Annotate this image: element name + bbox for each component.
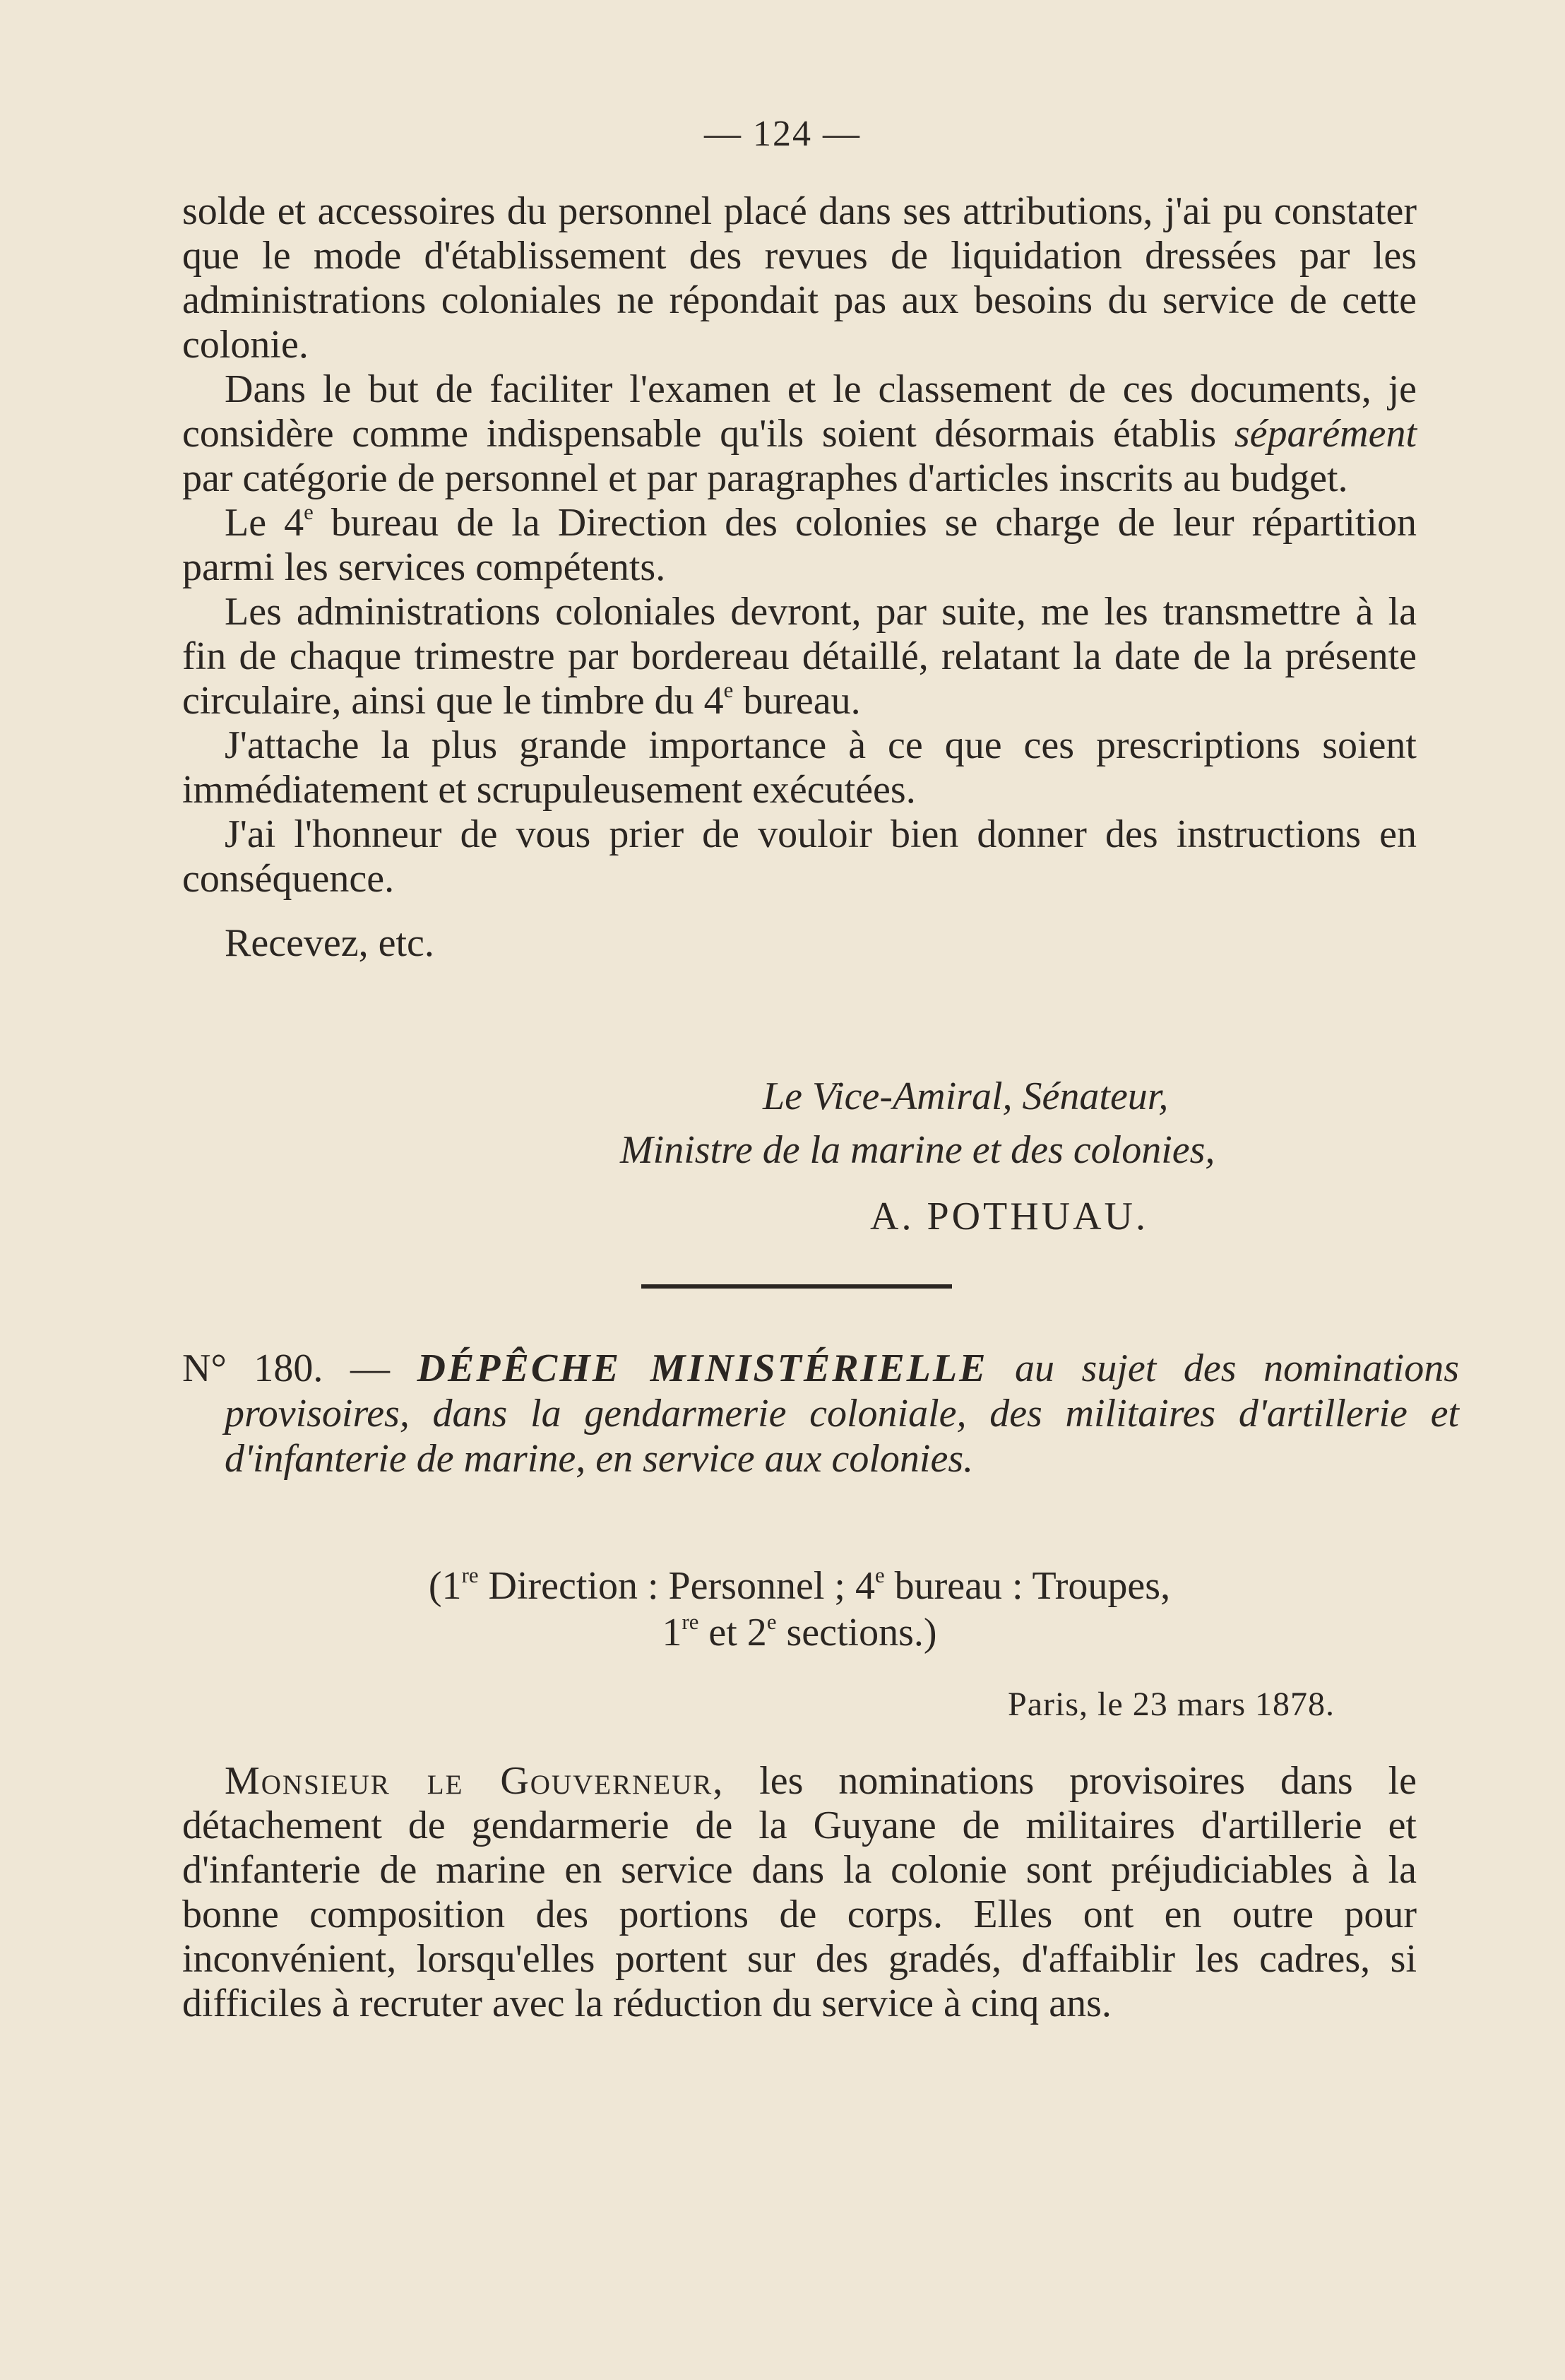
direction-c: bureau : Troupes, <box>884 1564 1171 1608</box>
signature-title: Le Vice-Amiral, Sénateur, <box>763 1074 1169 1118</box>
salutation: Monsieur le Gouverneur, <box>225 1759 725 1803</box>
letter-paragraph <box>182 1759 1417 2026</box>
page-number: — 124 — <box>704 114 861 154</box>
letter-body <box>182 1759 1417 2026</box>
paragraph-4-superscript: e <box>723 677 734 702</box>
paragraph-4 <box>182 590 1417 723</box>
direction-b-sup: e <box>874 1563 885 1587</box>
direction-reference <box>182 1563 1417 1656</box>
paragraph-2 <box>182 367 1417 501</box>
section-divider <box>641 1284 952 1289</box>
letter-date: Paris, le 23 mars 1878. <box>1008 1686 1335 1723</box>
direction-d: 1 <box>662 1611 682 1654</box>
paragraph-4-text-a: Les administrations coloniales devront, par suite, me les transmettre à la fin de chaque trimestre par bordereau détaillé, relatant la date de la présente circulaire, ainsi que le timbre du 4 <box>182 590 1417 723</box>
direction-d-sup: re <box>682 1609 699 1634</box>
paragraph-2-emphasis: séparément <box>1234 412 1417 456</box>
direction-line-1 <box>182 1563 1417 1609</box>
paragraph-3-text-a: Le 4 <box>225 501 304 545</box>
signature-office: Ministre de la marine et des colonies, <box>620 1128 1215 1172</box>
paragraph-7: Recevez, etc. <box>225 921 434 965</box>
direction-e-sup: e <box>766 1609 777 1634</box>
document-heading <box>182 1346 1459 1481</box>
paragraph-2-text-c: par catégorie de personnel et par paragraphes d'articles inscrits au budget. <box>182 456 1348 500</box>
paragraph-1: solde et accessoires du personnel placé dans ses attributions, j'ai pu constater que le mode d'établissement des revues de liquidation dressées par les administrations coloniales ne répondait pas aux besoins du service de cette colonie. <box>182 189 1417 367</box>
heading-subject: au sujet des nominations provisoires, dans la gendarmerie coloniale, des militaires d'artillerie et d'infanterie de marine, en service aux colonies. <box>225 1346 1459 1481</box>
direction-f: sections.) <box>776 1611 937 1654</box>
paragraph-3-text-b: bureau de la Direction des colonies se charge de leur répartition parmi les services compétents. <box>182 501 1417 589</box>
signature-name: A. POTHUAU. <box>870 1195 1148 1238</box>
paragraph-3-superscript: e <box>304 499 314 524</box>
paragraph-3 <box>182 501 1417 590</box>
heading-number: N° 180. — <box>182 1346 417 1390</box>
direction-b: Direction : Personnel ; 4 <box>478 1564 875 1608</box>
paragraph-4-text-b: bureau. <box>733 679 861 723</box>
heading-title: DÉPÊCHE MINISTÉRIELLE <box>417 1346 988 1390</box>
letter-body-text: les nominations provisoires dans le détachement de gendarmerie de la Guyane de militaires d'artillerie et d'infanterie de marine en service dans la colonie sont préjudiciables à la bonne composition des portions de corps. Elles ont en outre pour inconvénient, lorsqu'elles portent sur des gradés, d'affaiblir les cadres, si difficiles à recruter avec la réduction du service à cinq ans. <box>182 1759 1417 2025</box>
direction-a-sup: re <box>461 1563 479 1587</box>
letter-continuation <box>182 189 1417 966</box>
paragraph-6: J'ai l'honneur de vous prier de vouloir bien donner des instructions en conséquence. <box>182 812 1417 901</box>
direction-line-2 <box>182 1609 1417 1656</box>
direction-e: et 2 <box>698 1611 767 1654</box>
paragraph-5: J'attache la plus grande importance à ce que ces prescriptions soient immédiatement et scrupuleusement exécutées. <box>182 723 1417 812</box>
direction-a: (1 <box>428 1564 462 1608</box>
paragraph-2-text-a: Dans le but de faciliter l'examen et le classement de ces documents, je considère comme indispensable qu'ils soient désormais établis <box>182 367 1417 456</box>
